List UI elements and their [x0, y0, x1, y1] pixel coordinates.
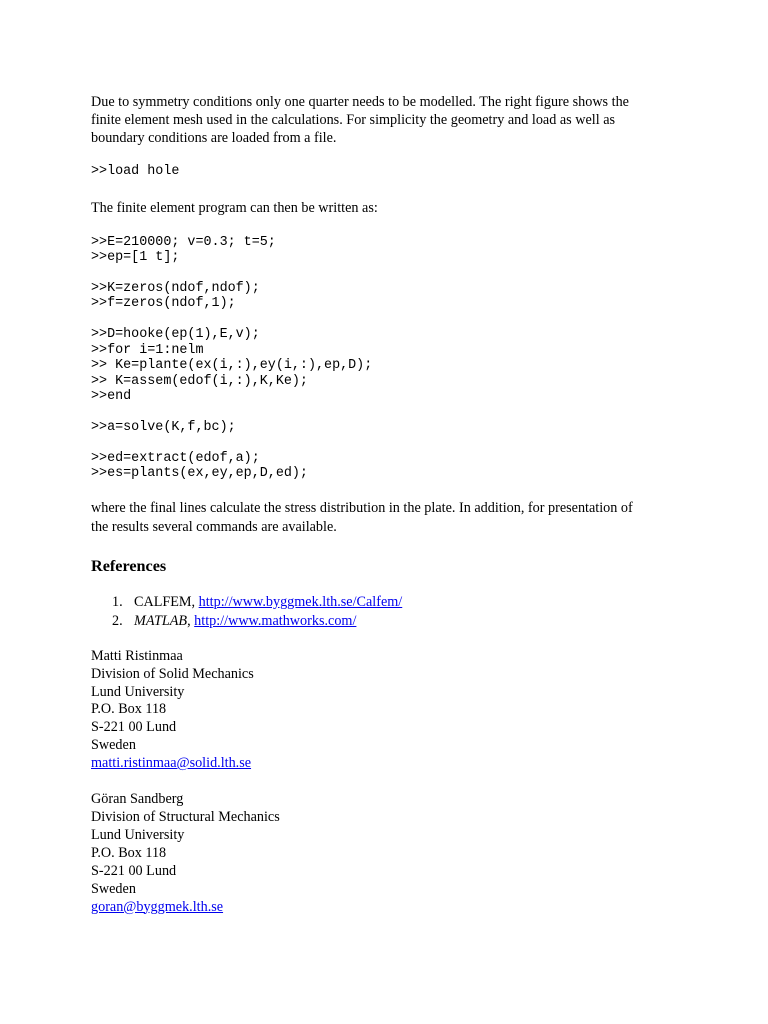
- code-line: >>es=plants(ex,ey,ep,D,ed);: [91, 466, 308, 482]
- author-email-link[interactable]: matti.ristinmaa@solid.lth.se: [91, 755, 252, 772]
- code-line: >>end: [91, 389, 132, 405]
- author-po-box: P.O. Box 118: [91, 701, 167, 718]
- author-address: [91, 648, 681, 773]
- conclusion-paragraph: [91, 499, 681, 537]
- code-line: >>for i=1:nelm: [91, 342, 204, 358]
- code-line: >>f=zeros(ndof,1);: [91, 296, 236, 312]
- code-block-init: [91, 281, 681, 312]
- references-heading: References: [91, 556, 167, 575]
- reference-number: 2.: [112, 612, 123, 629]
- intro-line: finite element mesh used in the calculations. For simplicity the geometry and load as well as: [91, 112, 616, 128]
- reference-separator: ,: [191, 593, 199, 610]
- code-line: >>K=zeros(ndof,ndof);: [91, 280, 260, 296]
- author-name: Matti Ristinmaa: [91, 647, 183, 664]
- code-line: >>a=solve(K,f,bc);: [91, 419, 236, 435]
- conclusion-line: the results several commands are available.: [91, 518, 337, 535]
- author-division: Division of Structural Mechanics: [91, 808, 280, 825]
- author-university: Lund University: [91, 683, 185, 700]
- references-list: [91, 593, 681, 631]
- reference-separator: ,: [187, 612, 195, 629]
- code-line: >>E=210000; v=0.3; t=5;: [91, 234, 276, 250]
- reference-link-calfem[interactable]: http://www.byggmek.lth.se/Calfem/: [198, 593, 403, 610]
- reference-item: [112, 593, 681, 612]
- conclusion-line: where the final lines calculate the stress distribution in the plate. In addition, for presentation of: [91, 499, 633, 516]
- code-line: >> K=assem(edof(i,:),K,Ke);: [91, 373, 308, 389]
- code-line: >>load hole: [91, 164, 180, 179]
- reference-name: MATLAB: [134, 612, 188, 629]
- code-block-solve: [91, 420, 681, 436]
- code-line: >> Ke=plante(ex(i,:),ey(i,:),ep,D);: [91, 358, 373, 374]
- reference-name: CALFEM: [134, 593, 192, 610]
- intro-paragraph: [91, 93, 681, 147]
- author-city: S-221 00 Lund: [91, 719, 177, 736]
- author-division: Division of Solid Mechanics: [91, 665, 254, 682]
- author-country: Sweden: [91, 737, 136, 754]
- code-line: >>D=hooke(ep(1),E,v);: [91, 326, 260, 342]
- intro-line: boundary conditions are loaded from a file.: [91, 130, 337, 146]
- code-line: >>ep=[1 t];: [91, 250, 180, 266]
- code-block-stress: [91, 451, 681, 482]
- intro-line: Due to symmetry conditions only one quarter needs to be modelled. The right figure shows the: [91, 94, 629, 110]
- reference-item: [112, 612, 681, 631]
- program-intro: The finite element program can then be written as:: [91, 199, 378, 216]
- reference-number: 1.: [112, 593, 123, 610]
- author-name: Göran Sandberg: [91, 791, 184, 808]
- code-line: >>ed=extract(edof,a);: [91, 450, 260, 466]
- author-university: Lund University: [91, 826, 185, 843]
- code-block-assembly: [91, 327, 681, 405]
- author-address: [91, 791, 681, 916]
- document-page: [91, 93, 681, 916]
- code-block-params: [91, 235, 681, 266]
- author-country: Sweden: [91, 880, 136, 897]
- author-city: S-221 00 Lund: [91, 862, 177, 879]
- code-load: [91, 164, 681, 180]
- author-po-box: P.O. Box 118: [91, 844, 167, 861]
- reference-link-matlab[interactable]: http://www.mathworks.com/: [194, 612, 357, 629]
- author-email-link[interactable]: goran@byggmek.lth.se: [91, 898, 224, 915]
